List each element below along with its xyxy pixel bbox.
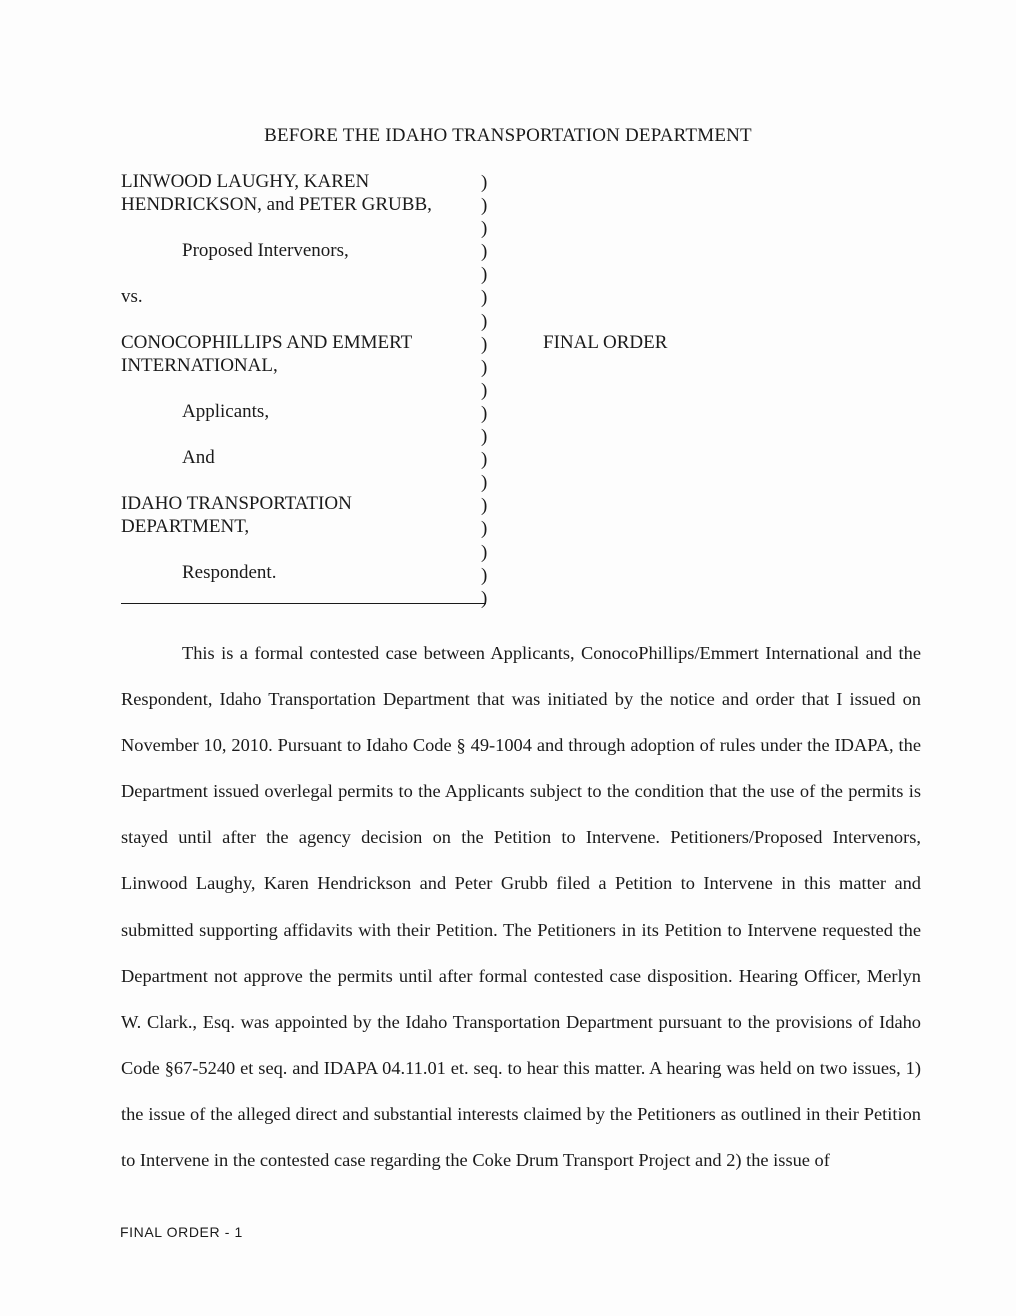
- document-title: FINAL ORDER: [543, 332, 668, 353]
- caption-paren: ): [481, 218, 488, 240]
- versus-label: vs.: [121, 286, 143, 307]
- respondent-role: Respondent.: [182, 562, 277, 583]
- caption-paren: ): [481, 449, 488, 471]
- caption-paren: ): [481, 287, 488, 309]
- page-footer: FINAL ORDER - 1: [120, 1224, 243, 1240]
- caption-paren: ): [481, 333, 488, 355]
- caption-paren: ): [481, 172, 488, 193]
- applicants-name-line-1: CONOCOPHILLIPS AND EMMERT: [121, 332, 413, 353]
- body-paragraph: This is a formal contested case between Applicants, ConocoPhillips/Emmert International and the Respondent, Idaho Transportation Department that was initiated by the notice and order that I issued on November 10, 2010. Pursuant to Idaho Code § 49-1004 and through adoption of rules under the IDAPA, the Department issued overlegal permits to the Applicants subject to the condition that the use of the permits is stayed until after the agency decision on the Petition to Intervene. Petitioners/Proposed Intervenors, Linwood Laughy, Karen Hendrickson and Peter Grubb filed a Petition to Intervene in this matter and submitted supporting affidavits with their Petition. The Petitioners in its Petition to Intervene requested the Department not approve the permits until after formal contested case disposition. Hearing Officer, Merlyn W. Clark., Esq. was appointed by the Idaho Transportation Department pursuant to the provisions of Idaho Code §67-5240 et seq. and IDAPA 04.11.01 et. seq. to hear this matter. A hearing was held on two issues, 1) the issue of the alleged direct and substantial interests claimed by the Petitioners as outlined in their Petition to Intervene in the contested case regarding the Coke Drum Transport Project and 2) the issue of: [121, 643, 921, 1171]
- caption-paren: ): [481, 264, 488, 286]
- petitioners-role: Proposed Intervenors,: [182, 240, 349, 261]
- caption-paren: ): [481, 356, 488, 378]
- caption-paren: ): [481, 402, 488, 424]
- respondent-name-line-1: IDAHO TRANSPORTATION: [121, 493, 352, 514]
- caption-paren: ): [481, 426, 488, 448]
- caption-paren: ): [481, 472, 488, 494]
- caption-paren: ): [481, 195, 488, 217]
- caption-paren: ): [481, 564, 488, 586]
- caption-paren: ): [481, 518, 488, 540]
- applicants-name-line-2: INTERNATIONAL,: [121, 355, 278, 376]
- caption-paren: ): [481, 241, 488, 263]
- caption-paren-column: [481, 171, 487, 610]
- applicants-role: Applicants,: [182, 401, 270, 422]
- caption-paren: ): [481, 379, 488, 401]
- petitioners-name-line-2: HENDRICKSON, and PETER GRUBB,: [121, 194, 432, 215]
- conjunction-label: And: [182, 447, 215, 468]
- petitioners-name-line-1: LINWOOD LAUGHY, KAREN: [121, 171, 370, 192]
- caption-paren: ): [481, 587, 488, 609]
- caption-paren: ): [481, 495, 488, 517]
- respondent-name-line-2: DEPARTMENT,: [121, 516, 250, 537]
- caption-paren: ): [481, 310, 488, 332]
- caption-paren: ): [481, 541, 488, 563]
- court-heading: BEFORE THE IDAHO TRANSPORTATION DEPARTMENT: [264, 125, 752, 146]
- caption-underline: [121, 603, 486, 604]
